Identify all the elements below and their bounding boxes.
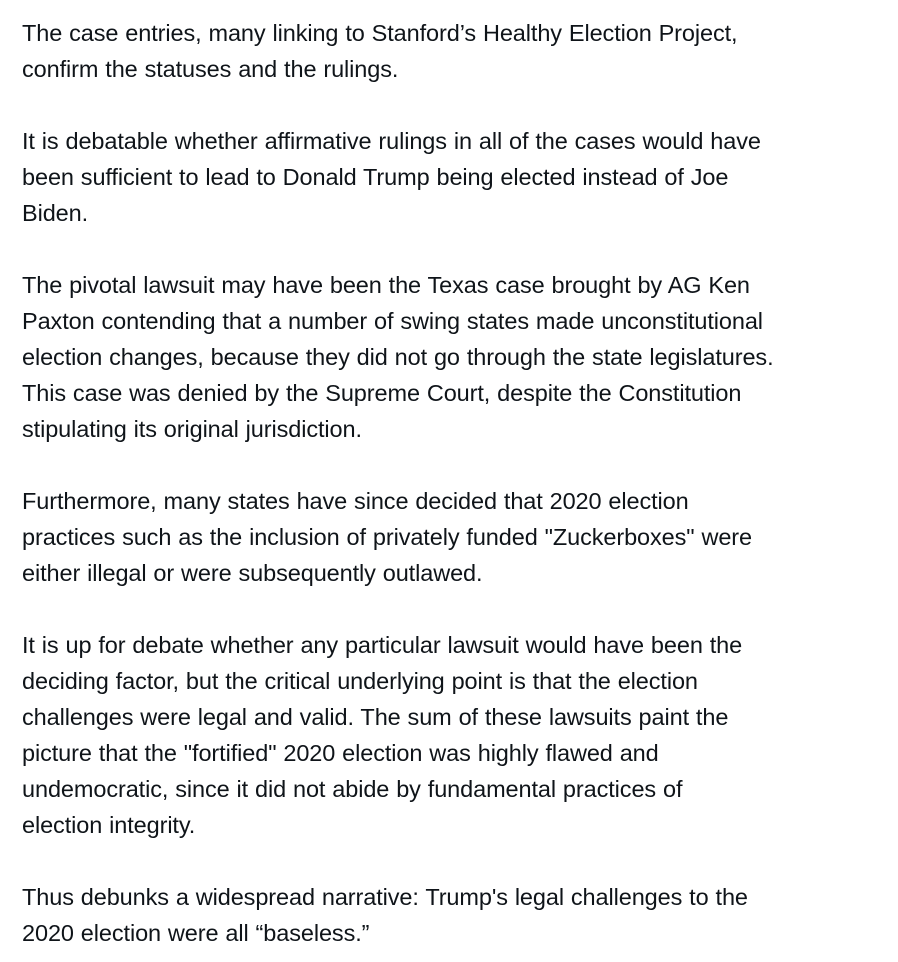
post-paragraph-1: The case entries, many linking to Stanford’s Healthy Election Project, confirm the statuses and the rulings. [22, 20, 738, 82]
post-paragraph-4: Furthermore, many states have since decided that 2020 election practices such as the inclusion of privately funded "Zuckerboxes" were either illegal or were subsequently outlawed. [22, 488, 752, 586]
post-paragraph-3: The pivotal lawsuit may have been the Texas case brought by AG Ken Paxton contending that a number of swing states made unconstitutional election changes, because they did not go through the state legislatures. This case was denied by the Supreme Court, despite the Constitution stipulating its original jurisdiction. [22, 272, 774, 442]
post-paragraph-5: It is up for debate whether any particular lawsuit would have been the deciding factor, but the critical underlying point is that the election challenges were legal and valid. The sum of these lawsuits paint the picture that the "fortified" 2020 election was highly flawed and undemocratic, since it did not abide by fundamental practices of election integrity. [22, 632, 743, 838]
post-text-body [22, 15, 882, 951]
post-paragraph-6: Thus debunks a widespread narrative: Trump's legal challenges to the 2020 election were all “baseless.” [22, 884, 748, 946]
post-paragraph-2: It is debatable whether affirmative rulings in all of the cases would have been sufficient to lead to Donald Trump being elected instead of Joe Biden. [22, 128, 761, 226]
